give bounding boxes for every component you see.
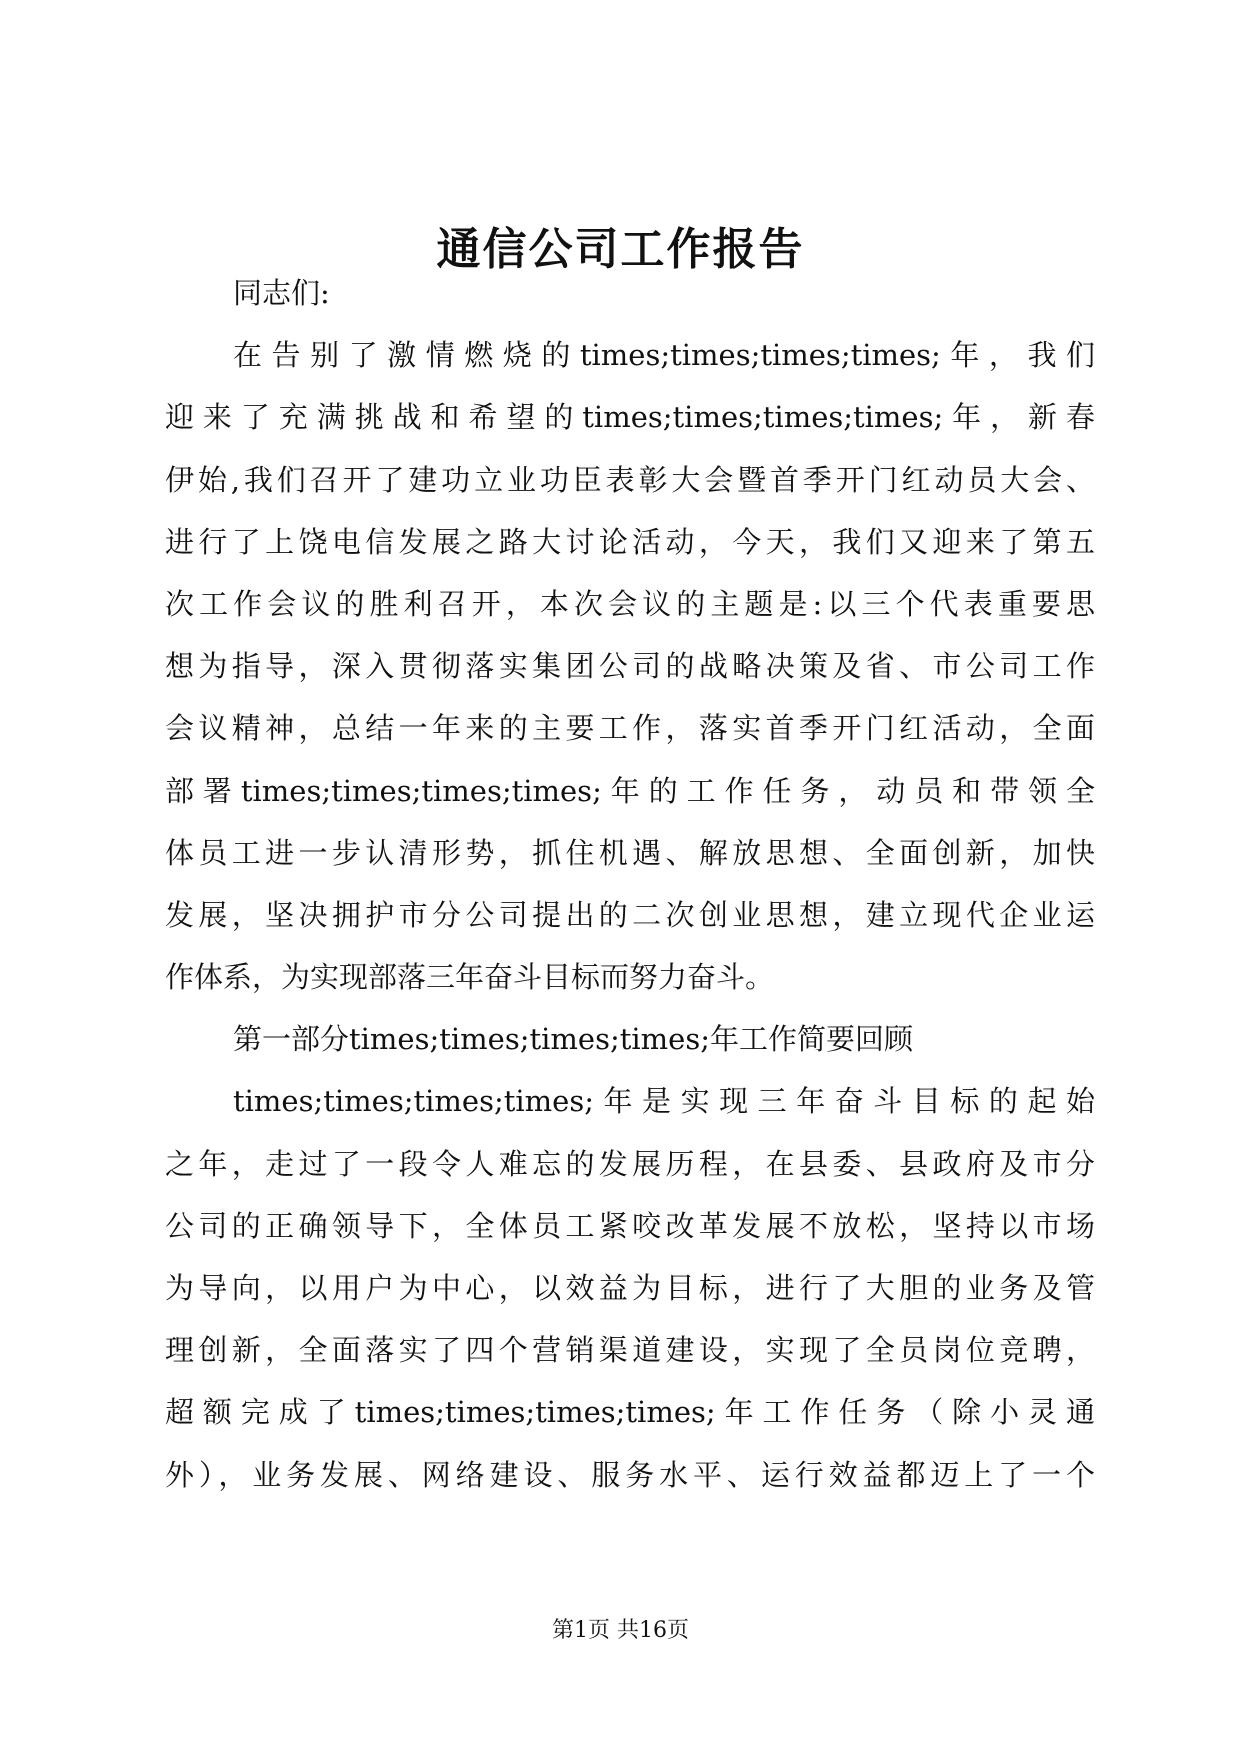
paragraph-line: 次工作会议的胜利召开，本次会议的主题是:以三个代表重要思 bbox=[165, 586, 1095, 621]
paragraph-line: 会议精神，总结一年来的主要工作，落实首季开门红活动，全面 bbox=[165, 711, 1095, 746]
section-heading: 第一部分times;times;times;times;年工作简要回顾 bbox=[233, 1022, 913, 1057]
paragraph-line: 伊始,我们召开了建功立业功臣表彰大会暨首季开门红动员大会、 bbox=[165, 462, 1095, 497]
paragraph-line: 理创新，全面落实了四个营销渠道建设，实现了全员岗位竞聘， bbox=[165, 1333, 1095, 1368]
page-footer: 第1页 共16页 bbox=[552, 1618, 689, 1643]
paragraph-line: 为导向，以用户为中心，以效益为目标，进行了大胆的业务及管 bbox=[165, 1271, 1095, 1305]
paragraph-line: times;times;times;times;年是实现三年奋斗目标的起始 bbox=[233, 1084, 1095, 1119]
paragraph-line: 外），业务发展、网络建设、服务水平、运行效益都迈上了一个 bbox=[165, 1457, 1095, 1492]
salutation-line: 同志们: bbox=[233, 276, 330, 310]
paragraph-line: 在告别了激情燃烧的times;times;times;times;年，我们 bbox=[233, 338, 1095, 373]
paragraph-line: 部署times;times;times;times;年的工作任务，动员和带领全 bbox=[165, 773, 1095, 808]
paragraph-line: 之年，走过了一段令人难忘的发展历程，在县委、县政府及市分 bbox=[165, 1146, 1095, 1181]
paragraph-line: 想为指导，深入贯彻落实集团公司的战略决策及省、市公司工作 bbox=[165, 649, 1095, 684]
paragraph-line: 进行了上饶电信发展之路大讨论活动，今天，我们又迎来了第五 bbox=[165, 524, 1095, 559]
document-title: 通信公司工作报告 bbox=[436, 224, 805, 275]
paragraph-line: 发展，坚决拥护市分公司提出的二次创业思想，建立现代企业运 bbox=[165, 897, 1095, 932]
paragraph-line: 作体系，为实现部落三年奋斗目标而努力奋斗。 bbox=[165, 960, 775, 995]
paragraph-line: 迎来了充满挑战和希望的times;times;times;times;年，新春 bbox=[165, 400, 1095, 435]
paragraph-line: 超额完成了times;times;times;times;年工作任务（除小灵通 bbox=[165, 1395, 1095, 1430]
document-body bbox=[165, 262, 1095, 1506]
paragraph-line: 体员工进一步认清形势，抓住机遇、解放思想、全面创新，加快 bbox=[165, 835, 1095, 870]
paragraph-line: 公司的正确领导下，全体员工紧咬改革发展不放松，坚持以市场 bbox=[165, 1208, 1095, 1243]
